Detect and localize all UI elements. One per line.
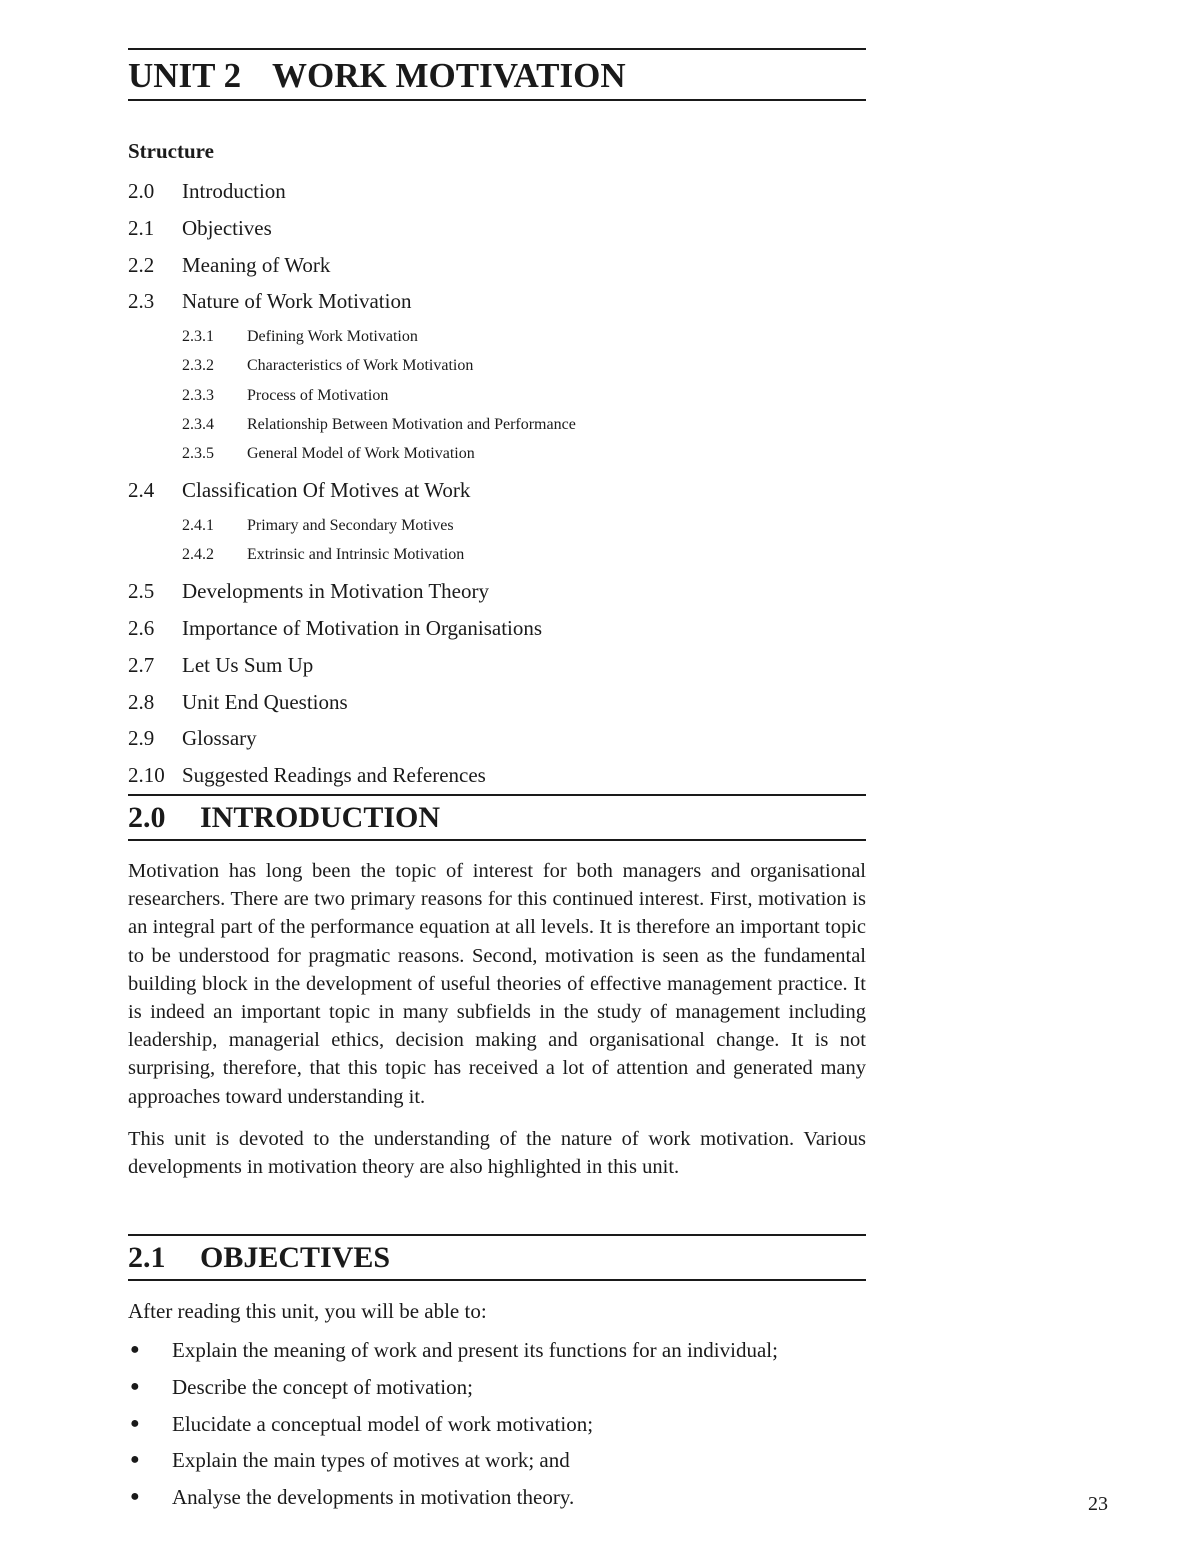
toc-sublist: [128, 509, 866, 573]
objectives-heading: [128, 1236, 866, 1279]
toc-subitem-number: 2.4.1: [182, 516, 214, 534]
objective-item: [128, 1406, 866, 1443]
toc-item: [128, 173, 866, 210]
title-bottom-rule: [128, 99, 866, 101]
toc-subitem: [128, 351, 866, 380]
toc-item-label: Importance of Motivation in Organisations: [182, 616, 543, 641]
objective-text: Explain the meaning of work and present its functions for an individual;: [172, 1338, 778, 1362]
toc-item: [128, 573, 866, 610]
structure-heading: Structure: [128, 139, 214, 163]
toc-subitem-label: Characteristics of Work Motivation: [247, 357, 474, 375]
bullet-icon: ●: [130, 1451, 140, 1469]
objective-text: Describe the concept of motivation;: [172, 1374, 473, 1399]
bullet-icon: ●: [130, 1341, 140, 1358]
toc-item-label: Nature of Work Motivation: [182, 289, 412, 314]
toc-item-label: Introduction: [182, 179, 286, 203]
structure-section: [128, 137, 866, 794]
introduction-paragraph-2: This unit is devoted to the understanding of the nature of work motivation. Various developments in motivation theory are also highlighted in this unit.: [128, 1127, 866, 1179]
objective-text: Elucidate a conceptual model of work motivation;: [172, 1411, 594, 1436]
toc-item: [128, 720, 866, 757]
objective-text: Explain the main types of motives at work; and: [172, 1448, 570, 1473]
bullet-icon: ●: [130, 1377, 140, 1395]
toc-item-number: 2.10: [128, 763, 165, 788]
bullet-icon: ●: [130, 1488, 140, 1506]
toc-subitem: [128, 322, 866, 351]
toc-item: [128, 283, 866, 320]
toc-subitem-number: 2.3.3: [182, 386, 214, 404]
toc-subitem: [128, 381, 866, 410]
objective-text: Analyse the developments in motivation theory.: [172, 1485, 575, 1510]
toc-subitem-label: Extrinsic and Intrinsic Motivation: [247, 546, 465, 564]
toc-subitem-label: Relationship Between Motivation and Performance: [247, 415, 576, 433]
toc-item-number: 2.7: [128, 652, 155, 677]
objectives-body: [128, 1296, 866, 1516]
toc-item: [128, 247, 866, 284]
toc-item-label: Meaning of Work: [182, 252, 331, 277]
toc-subitem: [128, 439, 866, 468]
objectives-heading-block: [128, 1234, 866, 1281]
toc-item-label: Classification Of Motives at Work: [182, 478, 471, 503]
toc-item: [128, 757, 866, 794]
objectives-bottom-rule: [128, 1279, 866, 1281]
toc-subitem-label: Primary and Secondary Motives: [247, 516, 454, 534]
table-of-contents: [128, 173, 866, 794]
toc-item-number: 2.4: [128, 478, 155, 503]
toc-subitem-number: 2.3.5: [182, 444, 214, 462]
objective-item: [128, 1332, 866, 1369]
toc-item: [128, 610, 866, 647]
toc-subitem-label: Process of Motivation: [247, 386, 389, 404]
toc-subitem: [128, 540, 866, 569]
objective-item: [128, 1369, 866, 1406]
toc-subitem: [128, 410, 866, 439]
toc-item-label: Suggested Readings and References: [182, 763, 486, 788]
unit-title-text: WORK MOTIVATION: [272, 56, 626, 95]
toc-item: [128, 472, 866, 509]
bullet-icon: ●: [130, 1414, 140, 1432]
toc-item-number: 2.5: [128, 579, 155, 604]
toc-item-number: 2.6: [128, 616, 155, 641]
toc-item: [128, 210, 866, 247]
objectives-title: OBJECTIVES: [200, 1241, 391, 1274]
intro-bottom-rule: [128, 839, 866, 841]
toc-item: [128, 684, 866, 721]
objectives-lead: After reading this unit, you will be able to:: [128, 1299, 487, 1323]
introduction-paragraph-1: Motivation has long been the topic of interest for both managers and organisational researchers. There are two primary reasons for this continued interest. First, motivation is an integral part of the performance equation at all levels. It is therefore an important topic to be understood for pragmatic reasons. Second, motivation is seen as the fundamental building block in the development of useful theories of effective management practice. It is indeed an important topic in many subfields in the study of management including leadership, managerial ethics, decision making and organisational change. It is not surprising, therefore, that this topic has received a lot of attention and generated many approaches toward understanding it.: [128, 860, 866, 1108]
toc-item-number: 2.3: [128, 289, 155, 314]
toc-item: [128, 647, 866, 684]
toc-item-number: 2.0: [128, 179, 155, 203]
page-number: 23: [1088, 1493, 1108, 1515]
toc-item-number: 2.8: [128, 689, 155, 714]
toc-item-number: 2.1: [128, 215, 155, 240]
toc-subitem-number: 2.3.4: [182, 415, 214, 433]
toc-subitem-number: 2.3.2: [182, 357, 214, 375]
toc-item-label: Let Us Sum Up: [182, 652, 314, 677]
objective-item: [128, 1442, 866, 1479]
toc-subitem-number: 2.4.2: [182, 546, 214, 564]
toc-subitem-label: General Model of Work Motivation: [247, 444, 475, 462]
toc-item-label: Objectives: [182, 215, 272, 240]
toc-subitem-number: 2.3.1: [182, 328, 214, 346]
unit-title: [128, 50, 866, 99]
introduction-body: [128, 857, 866, 1181]
toc-sublist: [128, 320, 866, 472]
toc-item-label: Developments in Motivation Theory: [182, 579, 489, 604]
introduction-heading-block: [128, 794, 866, 841]
toc-item-number: 2.2: [128, 252, 155, 277]
toc-item-number: 2.9: [128, 726, 155, 751]
introduction-heading: [128, 796, 866, 839]
toc-item-label: Glossary: [182, 726, 257, 751]
introduction-title: INTRODUCTION: [200, 801, 441, 834]
objectives-number: 2.1: [128, 1241, 166, 1274]
toc-subitem: [128, 511, 866, 540]
introduction-number: 2.0: [128, 801, 166, 834]
unit-title-block: [128, 48, 866, 101]
toc-subitem-label: Defining Work Motivation: [247, 328, 418, 346]
toc-item-label: Unit End Questions: [182, 689, 348, 714]
objectives-list: [128, 1332, 866, 1516]
objective-item: [128, 1479, 866, 1516]
unit-number: UNIT 2: [128, 56, 242, 95]
